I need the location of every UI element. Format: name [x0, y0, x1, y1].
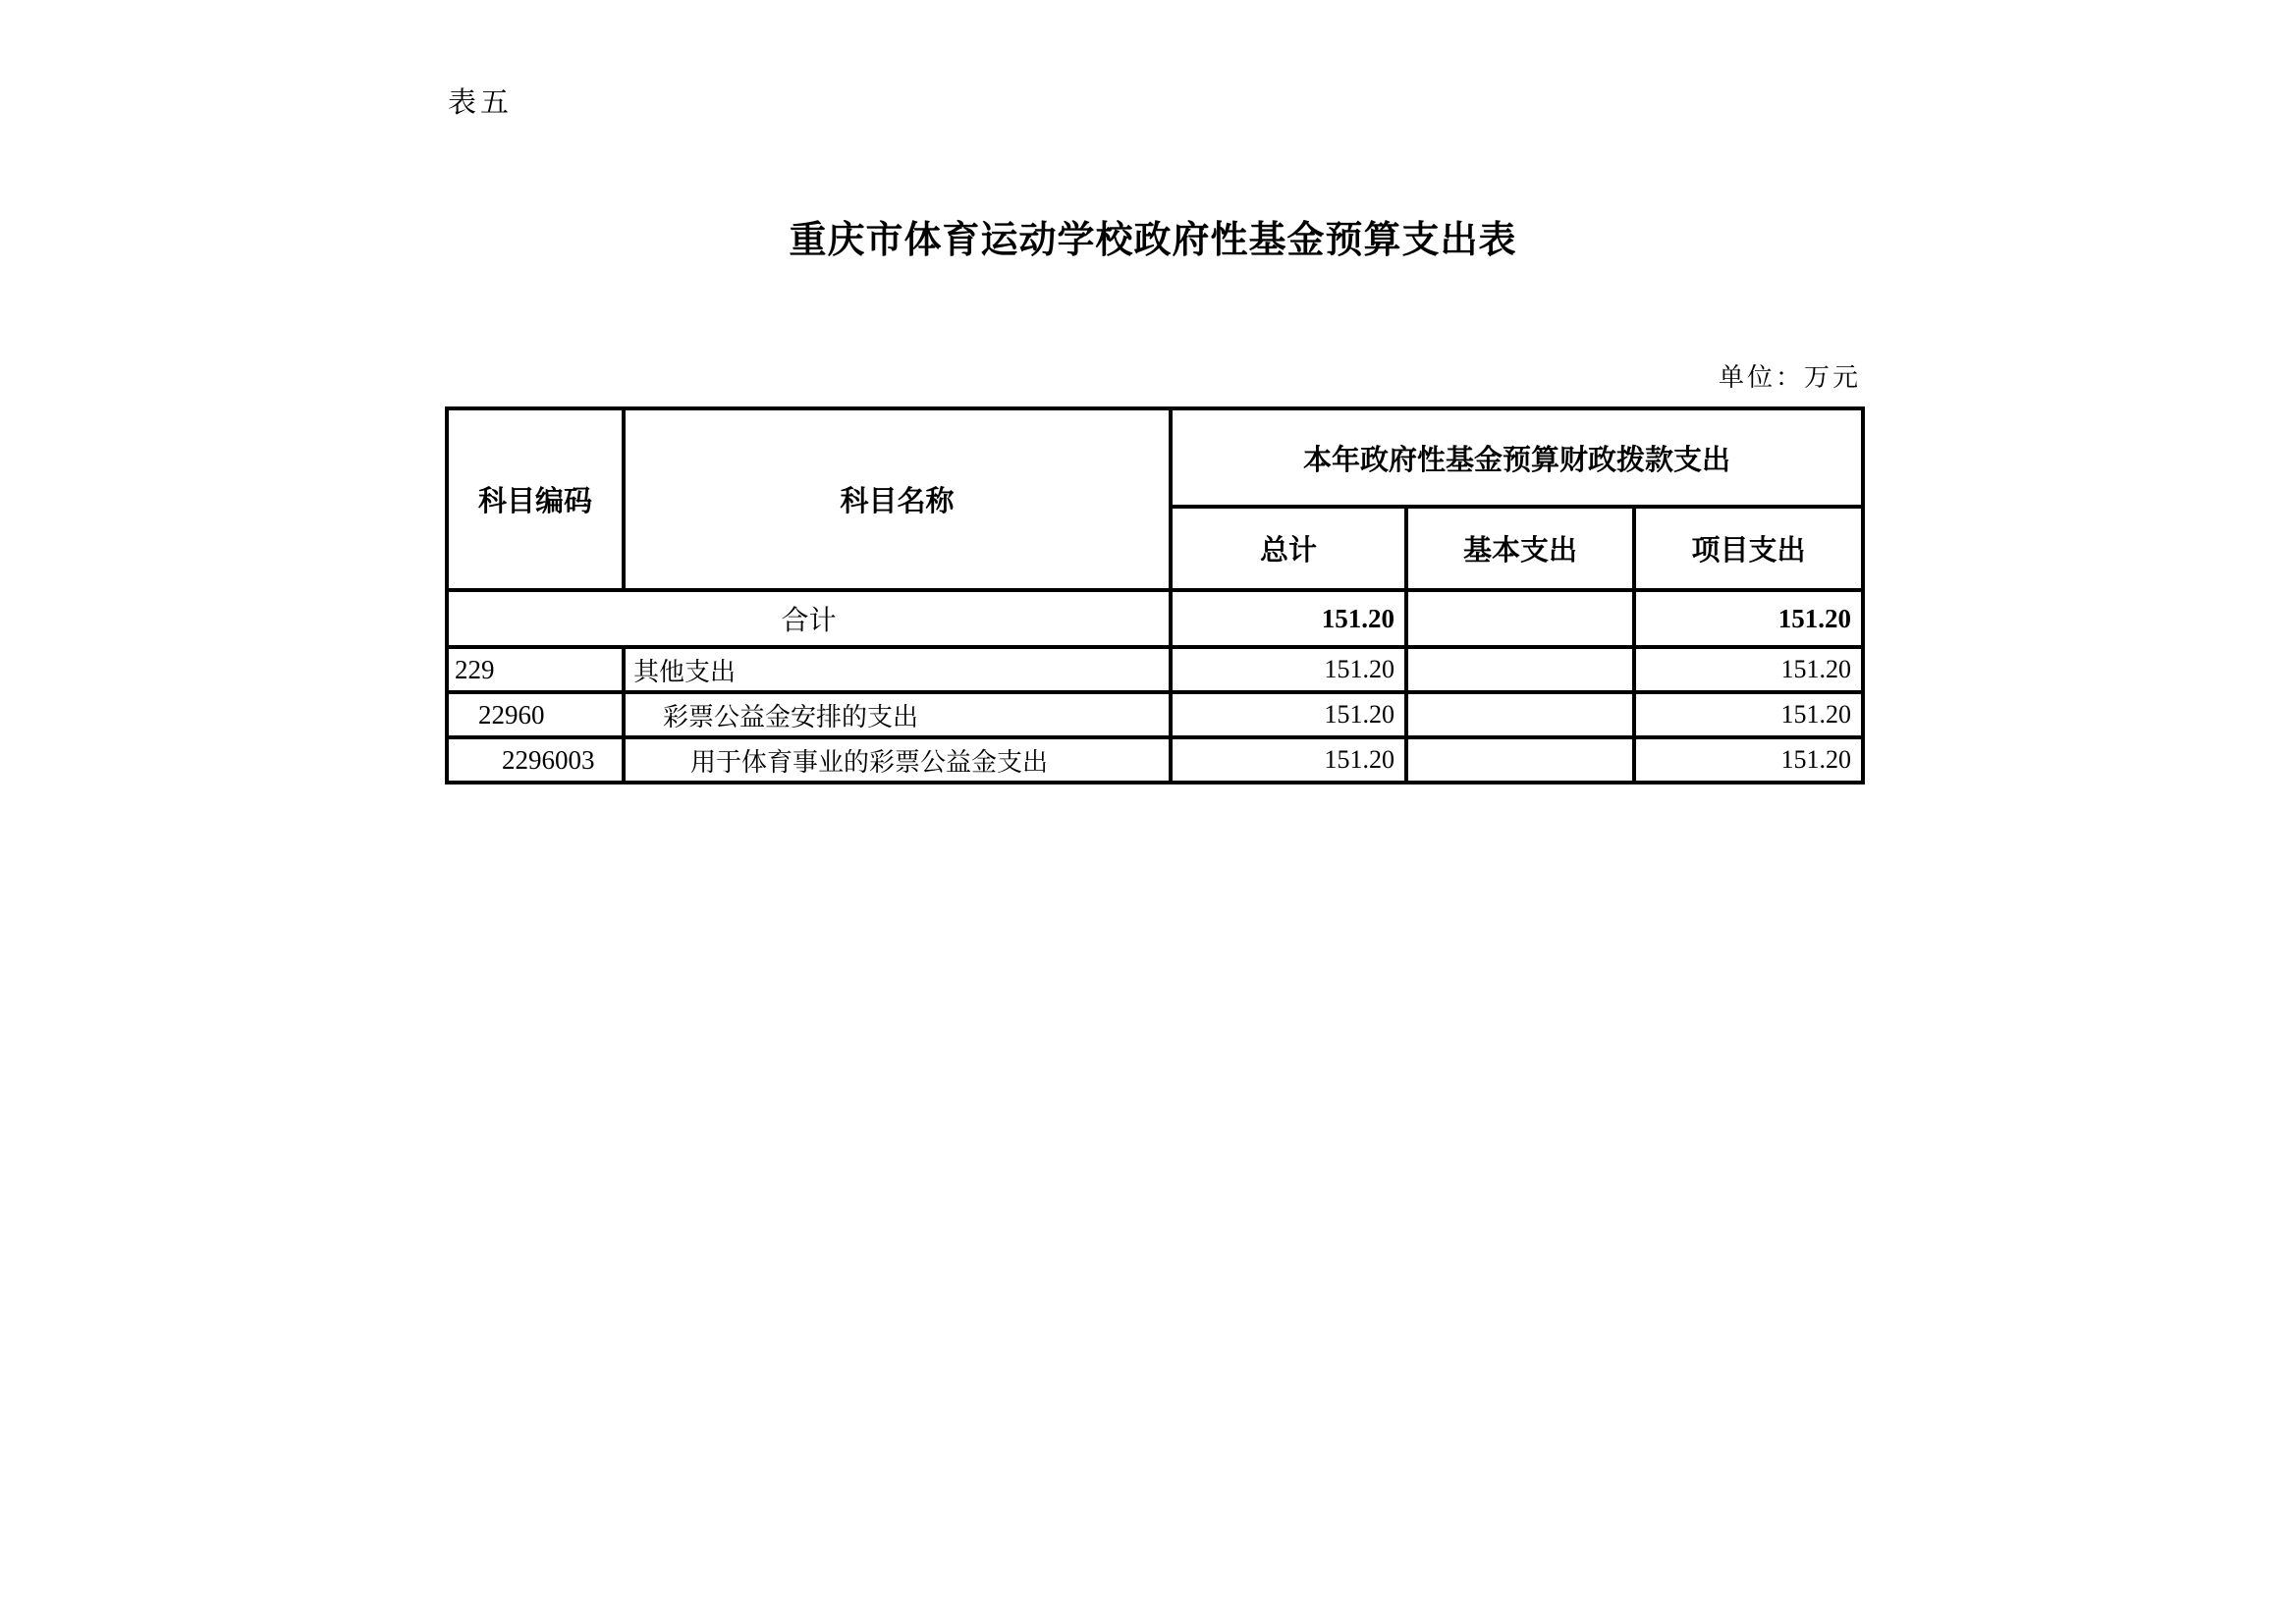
cell-code: 2296003: [447, 737, 624, 783]
header-project-expenditure: 项目支出: [1634, 507, 1863, 590]
header-basic-expenditure: 基本支出: [1406, 507, 1634, 590]
cell-basic: [1406, 692, 1634, 737]
budget-table: [445, 406, 1865, 784]
table-row: [447, 737, 1863, 783]
table-row: [447, 692, 1863, 737]
table-row: [447, 647, 1863, 692]
page-title: 重庆市体育运动学校政府性基金预算支出表: [789, 220, 1517, 261]
cell-total-total: 151.20: [1171, 590, 1406, 647]
cell-project: 151.20: [1634, 737, 1863, 783]
cell-project: 151.20: [1634, 692, 1863, 737]
cell-name: 其他支出: [624, 647, 1171, 692]
cell-total-basic: [1406, 590, 1634, 647]
cell-total: 151.20: [1171, 647, 1406, 692]
header-fund-group: 本年政府性基金预算财政拨款支出: [1171, 408, 1863, 507]
header-subject-name: 科目名称: [624, 408, 1171, 590]
cell-code: 229: [447, 647, 624, 692]
sheet-label: 表五: [448, 87, 514, 119]
cell-name: 用于体育事业的彩票公益金支出: [624, 737, 1171, 783]
cell-total-label: 合计: [447, 590, 1171, 647]
cell-project: 151.20: [1634, 647, 1863, 692]
cell-total-project: 151.20: [1634, 590, 1863, 647]
cell-total: 151.20: [1171, 692, 1406, 737]
cell-name: 彩票公益金安排的支出: [624, 692, 1171, 737]
cell-basic: [1406, 647, 1634, 692]
cell-code: 22960: [447, 692, 624, 737]
header-total: 总计: [1171, 507, 1406, 590]
cell-total: 151.20: [1171, 737, 1406, 783]
cell-basic: [1406, 737, 1634, 783]
total-row: [447, 590, 1863, 647]
header-subject-code: 科目编码: [447, 408, 624, 590]
unit-note: 单位：万元: [1718, 363, 1861, 392]
header-row-group: [447, 408, 1863, 507]
